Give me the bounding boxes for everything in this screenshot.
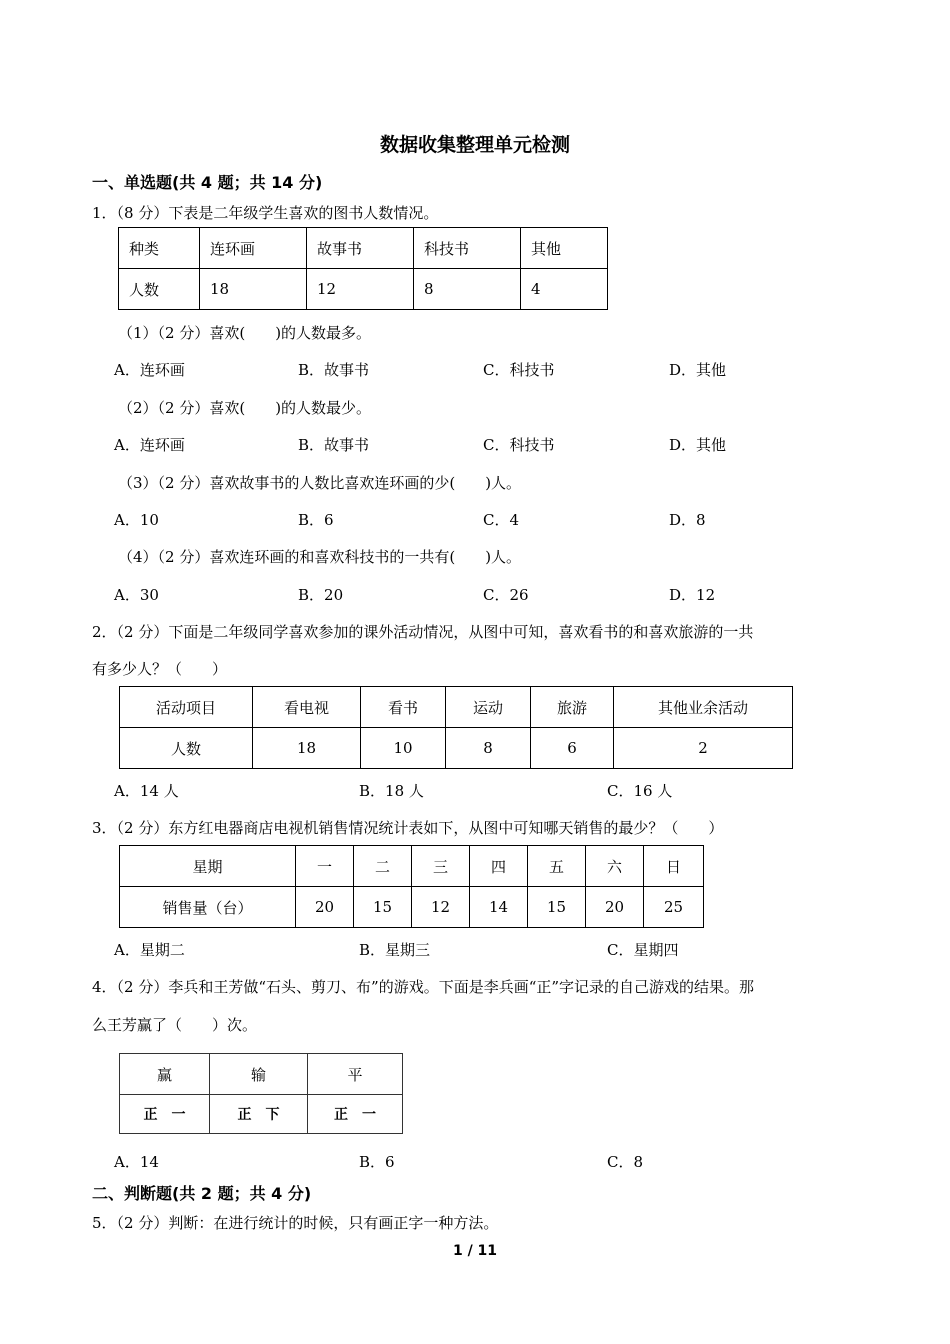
table-row <box>119 269 608 310</box>
table-cell: 25 <box>644 887 704 928</box>
table-cell: 连环画 <box>200 228 307 269</box>
option-c[interactable]: C．科技书 <box>483 361 555 379</box>
table-cell: 看电视 <box>253 687 361 728</box>
page-title: 数据收集整理单元检测 <box>379 134 570 156</box>
option-a[interactable]: A．星期二 <box>114 941 185 959</box>
table-row <box>120 1054 403 1095</box>
option-c[interactable]: C．8 <box>607 1153 644 1171</box>
question-1-table <box>118 227 608 310</box>
question-4-tally-table <box>119 1053 403 1134</box>
question-2-text-line-2: 有多少人？（ ） <box>92 660 228 678</box>
table-cell: 平 <box>308 1054 403 1095</box>
option-a[interactable]: A．连环画 <box>114 361 185 379</box>
table-cell: 科技书 <box>414 228 521 269</box>
table-cell: 二 <box>354 846 412 887</box>
section-heading-true-false: 二、判断题(共 2 题；共 4 分) <box>92 1184 312 1203</box>
table-cell: 六 <box>586 846 644 887</box>
table-row <box>120 887 704 928</box>
table-cell: 一 <box>296 846 354 887</box>
table-cell: 四 <box>470 846 528 887</box>
option-a[interactable]: A．连环画 <box>114 436 185 454</box>
option-c[interactable]: C．26 <box>483 586 529 604</box>
option-b[interactable]: B．6 <box>359 1153 395 1171</box>
option-d[interactable]: D．8 <box>669 511 706 529</box>
question-5-text: 5．（2 分）判断：在进行统计的时候，只有画正字一种方法。 <box>92 1214 499 1232</box>
table-cell: 赢 <box>120 1054 210 1095</box>
question-3-text: 3．（2 分）东方红电器商店电视机销售情况统计表如下，从图中可知哪天销售的最少？（ ） <box>92 819 724 837</box>
option-c[interactable]: C．4 <box>483 511 520 529</box>
table-cell: 2 <box>614 728 793 769</box>
table-cell: 故事书 <box>307 228 414 269</box>
question-1-sub-4: （4）（2 分）喜欢连环画的和喜欢科技书的一共有( )人。 <box>118 548 522 566</box>
table-cell: 销售量（台） <box>120 887 296 928</box>
table-cell: 三 <box>412 846 470 887</box>
table-cell: 日 <box>644 846 704 887</box>
option-a[interactable]: A．14 人 <box>114 782 179 800</box>
option-a[interactable]: A．10 <box>114 511 159 529</box>
table-cell: 8 <box>414 269 521 310</box>
table-cell: 12 <box>412 887 470 928</box>
option-a[interactable]: A．14 <box>114 1153 159 1171</box>
tally-cell: 正 下 <box>210 1095 308 1134</box>
section-heading-single-choice: 一、单选题(共 4 题；共 14 分) <box>92 173 323 192</box>
table-cell: 14 <box>470 887 528 928</box>
table-cell: 其他业余活动 <box>614 687 793 728</box>
table-cell: 15 <box>354 887 412 928</box>
option-b[interactable]: B．故事书 <box>298 436 370 454</box>
option-b[interactable]: B．故事书 <box>298 361 370 379</box>
question-2-table <box>119 686 793 769</box>
table-row <box>120 687 793 728</box>
option-d[interactable]: D．12 <box>669 586 716 604</box>
table-row <box>120 1095 403 1134</box>
option-b[interactable]: B．6 <box>298 511 334 529</box>
table-cell: 10 <box>361 728 446 769</box>
option-b[interactable]: B．星期三 <box>359 941 431 959</box>
table-cell: 其他 <box>521 228 608 269</box>
table-cell: 12 <box>307 269 414 310</box>
table-cell: 6 <box>531 728 614 769</box>
table-row <box>120 846 704 887</box>
table-cell: 旅游 <box>531 687 614 728</box>
question-4-text-line-2: 么王芳赢了（ ）次。 <box>92 1016 258 1034</box>
question-1-sub-2: （2）（2 分）喜欢( )的人数最少。 <box>118 399 372 417</box>
table-cell: 20 <box>586 887 644 928</box>
option-d[interactable]: D．其他 <box>669 361 727 379</box>
option-c[interactable]: C．16 人 <box>607 782 673 800</box>
table-cell: 8 <box>446 728 531 769</box>
table-cell: 人数 <box>120 728 253 769</box>
question-1-sub-1: （1）（2 分）喜欢( )的人数最多。 <box>118 324 372 342</box>
question-2-text-line-1: 2．（2 分）下面是二年级同学喜欢参加的课外活动情况，从图中可知，喜欢看书的和喜欢旅游的一共 <box>92 623 754 641</box>
tally-cell: 正 一 <box>120 1095 210 1134</box>
option-c[interactable]: C．科技书 <box>483 436 555 454</box>
table-cell: 种类 <box>119 228 200 269</box>
table-cell: 活动项目 <box>120 687 253 728</box>
table-cell: 五 <box>528 846 586 887</box>
table-cell: 星期 <box>120 846 296 887</box>
table-row <box>119 228 608 269</box>
table-cell: 输 <box>210 1054 308 1095</box>
question-1-sub-3: （3）（2 分）喜欢故事书的人数比喜欢连环画的少( )人。 <box>118 474 522 492</box>
table-cell: 18 <box>253 728 361 769</box>
table-cell: 看书 <box>361 687 446 728</box>
question-1-text: 1．（8 分）下表是二年级学生喜欢的图书人数情况。 <box>92 204 439 222</box>
table-cell: 运动 <box>446 687 531 728</box>
option-d[interactable]: D．其他 <box>669 436 727 454</box>
option-c[interactable]: C．星期四 <box>607 941 679 959</box>
tally-cell: 正 一 <box>308 1095 403 1134</box>
option-a[interactable]: A．30 <box>114 586 159 604</box>
option-b[interactable]: B．18 人 <box>359 782 424 800</box>
table-cell: 人数 <box>119 269 200 310</box>
option-b[interactable]: B．20 <box>298 586 344 604</box>
table-row <box>120 728 793 769</box>
table-cell: 20 <box>296 887 354 928</box>
question-3-table <box>119 845 704 928</box>
table-cell: 18 <box>200 269 307 310</box>
page-number: 1 / 11 <box>452 1243 498 1259</box>
question-4-text-line-1: 4．（2 分）李兵和王芳做“石头、剪刀、布”的游戏。下面是李兵画“正”字记录的自己游戏的结果。那 <box>92 978 755 996</box>
table-cell: 4 <box>521 269 608 310</box>
table-cell: 15 <box>528 887 586 928</box>
